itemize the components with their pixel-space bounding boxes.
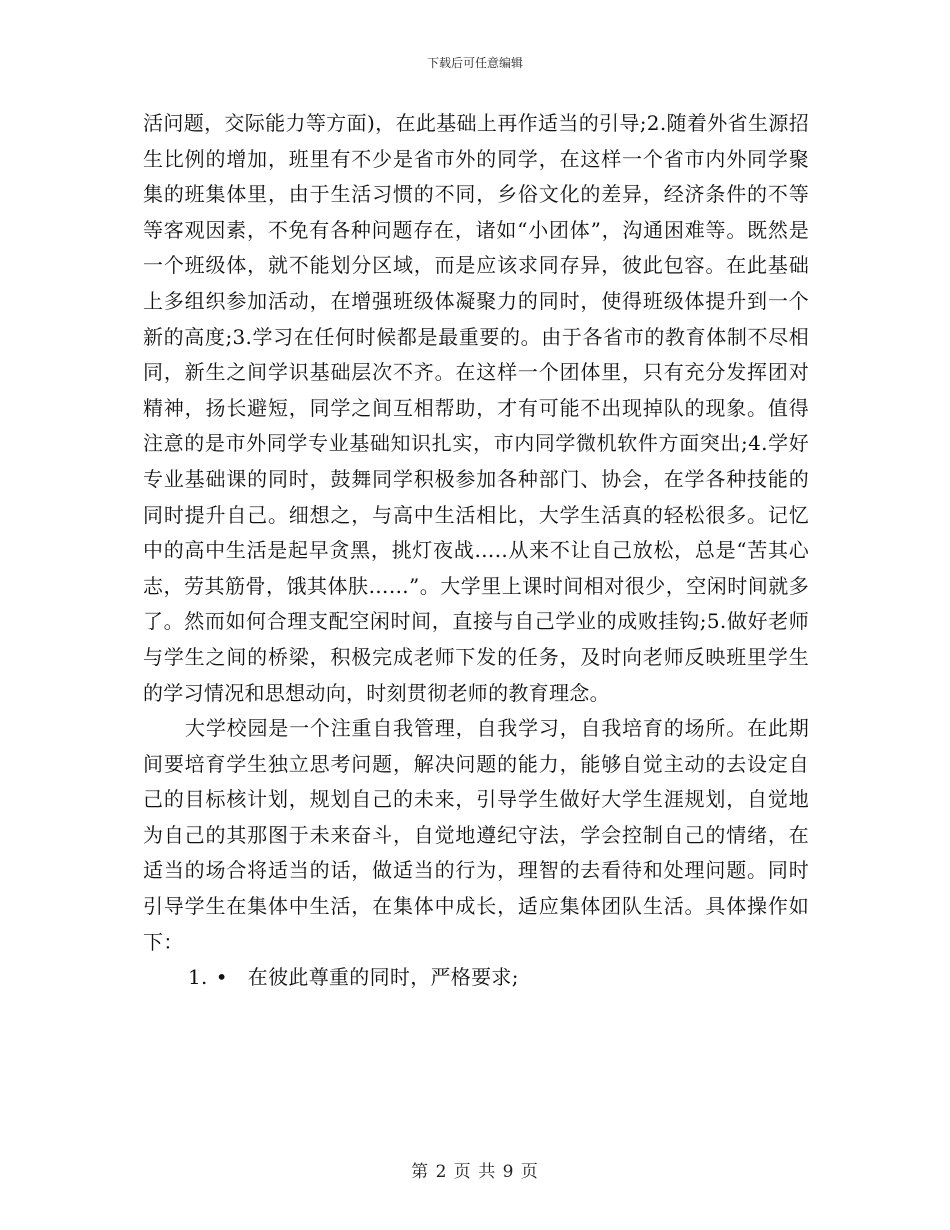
bullet-icon: • <box>215 965 228 990</box>
body-paragraph: 大学校园是一个注重自我管理，自我学习，自我培育的场所。在此期间要培育学生独立思考问题，解决问题的能力，能够自觉主动的去设定自己的目标核计划，规划自己的未来，引导学生做好大学生涯规划，自觉地为自己的其那图于未来奋斗，自觉地遵纪守法，学会控制自己的情绪，在适当的场合将适当的话，做适当的行为，理智的去看待和处理问题。同时引导学生在集体中生活，在集体中成长，适应集体团队生活。具体操作如下： <box>143 716 809 954</box>
body-paragraph: 活问题，交际能力等方面)，在此基础上再作适当的引导;2.随着外省生源招生比例的增加，班里有不少是省市外的同学，在这样一个省市内外同学聚集的班集体里，由于生活习惯的不同，乡俗文化的差异，经济条件的不等等客观因素，不免有各种问题存在，诸如“小团体”，沟通困难等。既然是一个班级体，就不能划分区域，而是应该求同存异，彼此包容。在此基础上多组织参加活动，在增强班级体凝聚力的同时，使得班级体提升到一个新的高度;3.学习在任何时候都是最重要的。由于各省市的教育体制不尽相同，新生之间学识基础层次不齐。在这样一个团体里，只有充分发挥团对精神，扬长避短，同学之间互相帮助，才有可能不出现掉队的现象。值得注意的是市外同学专业基础知识扎实，市内同学微机软件方面突出;4.学好专业基础课的同时，鼓舞同学积极参加各种部门、协会，在学各种技能的同时提升自己。细想之，与高中生活相比，大学生活真的轻松很多。记忆中的高中生活是起早贪黑，挑灯夜战…..从来不让自己放松，总是“苦其心志，劳其筋骨，饿其体肤……”。大学里上课时间相对很少，空闲时间就多了。然而如何合理支配空闲时间，直接与自己学业的成败挂钩;5.做好老师与学生之间的桥梁，积极完成老师下发的任务，及时向老师反映班里学生的学习情况和思想动向，时刻贯彻老师的教育理念。 <box>143 111 809 705</box>
document-body <box>143 106 809 996</box>
page-header: 下载后可任意编辑 <box>426 56 523 70</box>
page-number: 第 2 页 共 9 页 <box>411 1162 539 1182</box>
list-item-text: 在彼此尊重的同时，严格要求; <box>247 965 519 990</box>
list-item <box>143 960 809 996</box>
list-item-number: 1. <box>188 965 208 990</box>
